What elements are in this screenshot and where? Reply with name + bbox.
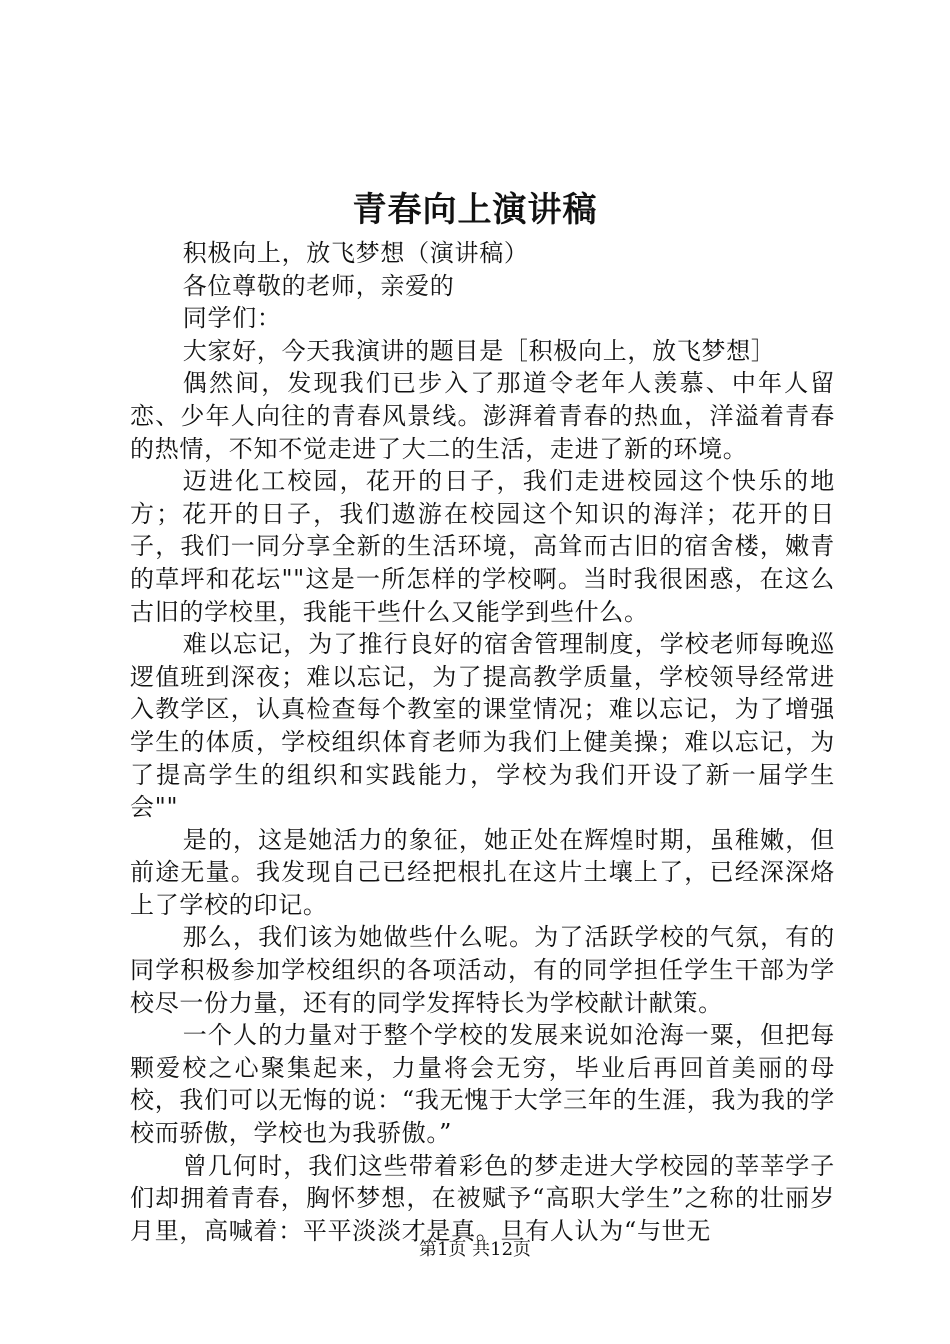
page-title: 青春向上演讲稿	[352, 190, 598, 230]
paragraph: 偶然间，发现我们已步入了那道令老年人羡慕、中年人留恋、少年人向往的青春风景线。澎湃着青春的热血，洋溢着青春的热情，不知不觉走进了大二的生活，走进了新的环境。	[130, 369, 835, 463]
paragraph: 各位尊敬的老师，亲爱的	[182, 271, 455, 300]
paragraph: 迈进化工校园，花开的日子，我们走进校园这个快乐的地方；花开的日子，我们遨游在校园这个知识的海洋；花开的日子，我们一同分享全新的生活环境，高耸而古旧的宿舍楼，嫩青的草坪和花坛""这是一所怎样的学校啊。当时我很困惑，在这么古旧的学校里，我能干些什么又能学到些什么。	[130, 467, 835, 626]
paragraph: 难以忘记，为了推行良好的宿舍管理制度，学校老师每晚巡逻值班到深夜；难以忘记，为了提高教学质量，学校领导经常进入教学区，认真检查每个教室的课堂情况；难以忘记，为了增强学生的体质，学校组织体育老师为我们上健美操；难以忘记，为了提高学生的组织和实践能力，学校为我们开设了新一届学生会""	[130, 630, 835, 822]
paragraph: 积极向上，放飞梦想（演讲稿）	[182, 239, 529, 267]
paragraph: 一个人的力量对于整个学校的发展来说如沧海一粟，但把每颗爱校之心聚集起来，力量将会无穷，毕业后再回首美丽的母校，我们可以无悔的说：“我无愧于大学三年的生涯，我为我的学校而骄傲，学校也为我骄傲。”	[130, 1021, 835, 1148]
page-footer: 第1页 共12页	[418, 1239, 532, 1260]
paragraph: 大家好，今天我演讲的题目是［积极向上，放飞梦想］	[182, 336, 776, 365]
paragraph: 那么，我们该为她做些什么呢。为了活跃学校的气氛，有的同学积极参加学校组织的各项活动，有的同学担任学生干部为学校尽一份力量，还有的同学发挥特长为学校献计献策。	[130, 923, 835, 1017]
paragraph: 曾几何时，我们这些带着彩色的梦走进大学校园的莘莘学子们却拥着青春，胸怀梦想，在被赋予“高职大学生”之称的壮丽岁月里，高喊着：平平淡淡才是真。旦有人认为“与世无	[130, 1151, 835, 1245]
document-body	[130, 237, 835, 1247]
paragraph: 是的，这是她活力的象征，她正处在辉煌时期，虽稚嫩，但前途无量。我发现自己已经把根扎在这片土壤上了，已经深深烙上了学校的印记。	[130, 825, 835, 919]
paragraph: 同学们：	[182, 304, 282, 333]
